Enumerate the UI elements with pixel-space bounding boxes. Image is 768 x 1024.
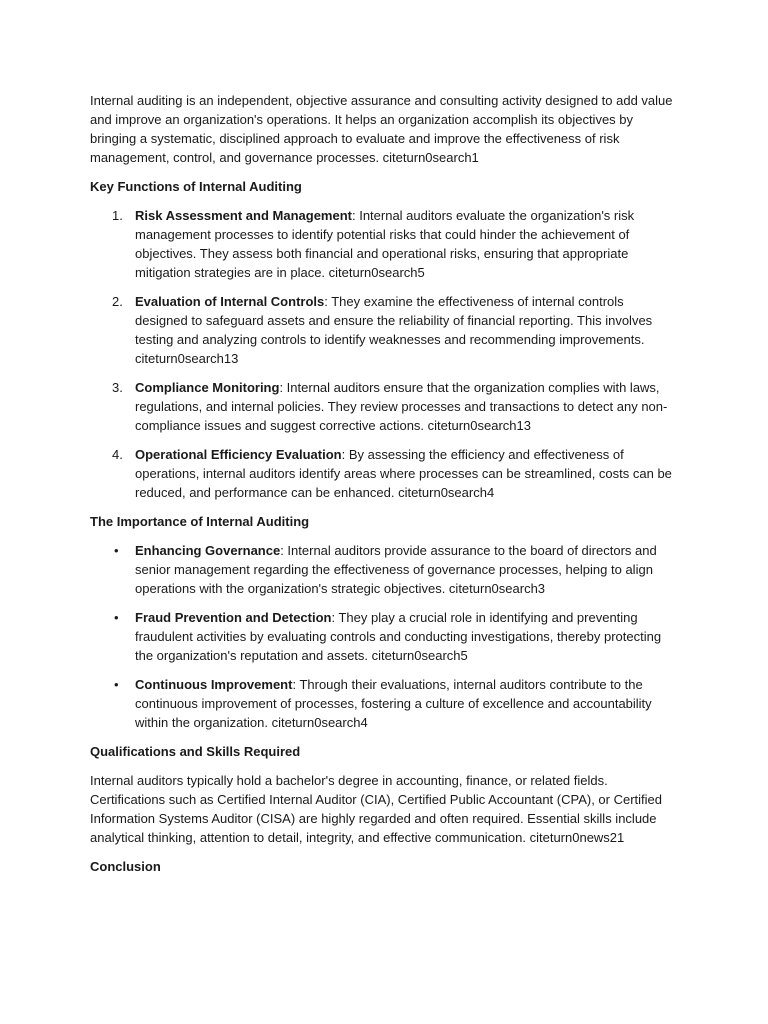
list-number: 3.	[112, 380, 123, 395]
list-item-text: : Internal auditors evaluate the organization's risk management processes to identify potential risks that could hinder the achievement of objectives. They assess both financial and operational risks, ensuring that appropriate mitigation strategies are in place. citeturn0search5	[135, 208, 635, 280]
list-number: 4.	[112, 447, 123, 462]
list-number: 2.	[112, 294, 123, 309]
list-item-text: : They examine the effectiveness of internal controls designed to safeguard assets and ensure the reliability of financial reporting. This involves testing and analyzing controls to identify weaknesses and recommending improvements. citeturn0search13	[135, 294, 653, 366]
list-item-text: : Internal auditors provide assurance to the board of directors and senior management regarding the effectiveness of governance processes, helping to align operations with the organization's strategic objectives. citeturn0search3	[135, 543, 657, 596]
list-item-term: Evaluation of Internal Controls	[135, 294, 325, 309]
bullet-marker: •	[114, 543, 119, 558]
list-item-text: : They play a crucial role in identifying and preventing fraudulent activities by evaluating controls and conducting investigations, thereby protecting the organization's reputation and assets. citeturn0search5	[135, 610, 662, 663]
list-item	[90, 608, 677, 665]
list-item-text: : By assessing the efficiency and effectiveness of operations, internal auditors identify areas where processes can be streamlined, costs can be reduced, and performance can be enhanced. citeturn0search4	[135, 447, 672, 500]
importance-list	[90, 541, 677, 732]
list-item-term: Continuous Improvement	[135, 677, 293, 692]
list-item	[90, 206, 677, 282]
intro-paragraph: Internal auditing is an independent, objective assurance and consulting activity designed to add value and improve an organization's operations. It helps an organization accomplish its objectives by bringing a systematic, disciplined approach to evaluate and improve the effectiveness of risk management, control, and governance processes. citeturn0search1	[90, 93, 673, 165]
list-item-term: Compliance Monitoring	[135, 380, 280, 395]
list-item	[90, 675, 677, 732]
list-item-term: Fraud Prevention and Detection	[135, 610, 332, 625]
list-item	[90, 445, 677, 502]
conclusion-heading: Conclusion	[90, 859, 161, 874]
list-item-text: : Internal auditors ensure that the organization complies with laws, regulations, and internal policies. They review processes and transactions to detect any non-compliance issues and suggest corrective actions. citeturn0search13	[135, 380, 668, 433]
key-functions-list	[90, 206, 677, 502]
importance-heading: The Importance of Internal Auditing	[90, 514, 310, 529]
list-item-term: Risk Assessment and Management	[135, 208, 352, 223]
list-item-text: : Through their evaluations, internal auditors contribute to the continuous improvement of processes, fostering a culture of excellence and accountability within the organization. citeturn0search4	[135, 677, 652, 730]
qualifications-heading: Qualifications and Skills Required	[90, 744, 301, 759]
list-item-term: Operational Efficiency Evaluation	[135, 447, 342, 462]
qualifications-paragraph: Internal auditors typically hold a bachelor's degree in accounting, finance, or related fields. Certifications such as Certified Internal Auditor (CIA), Certified Public Accountant (CPA), or Certified Information Systems Auditor (CISA) are highly regarded and often required. Essential skills include analytical thinking, attention to detail, integrity, and effective communication. citeturn0news21	[90, 773, 662, 845]
list-item	[90, 541, 677, 598]
bullet-marker: •	[114, 610, 119, 625]
key-functions-heading: Key Functions of Internal Auditing	[90, 179, 302, 194]
list-item	[90, 292, 677, 368]
list-number: 1.	[112, 208, 123, 223]
list-item	[90, 378, 677, 435]
list-item-term: Enhancing Governance	[135, 543, 281, 558]
bullet-marker: •	[114, 677, 119, 692]
